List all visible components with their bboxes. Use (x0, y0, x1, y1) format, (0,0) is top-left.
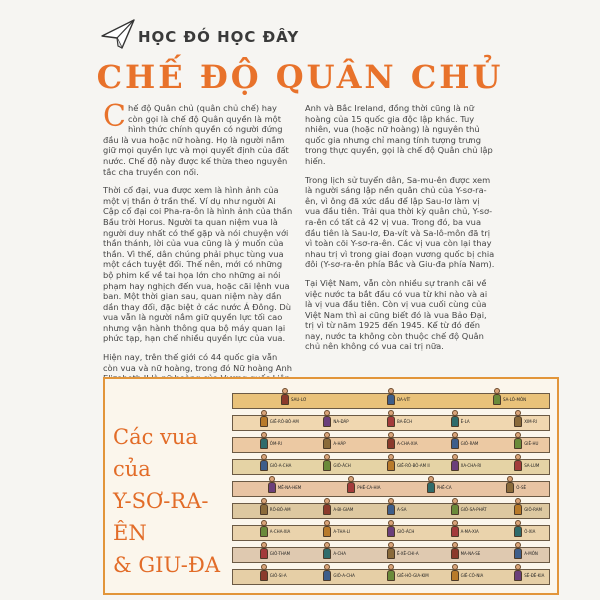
kings-timeline-illustration (232, 389, 550, 589)
king-figure (513, 454, 523, 472)
king-figure (492, 388, 502, 406)
king-name-label: MA-NA-SE (460, 551, 481, 556)
king-figure (259, 410, 269, 428)
page-title: CHẾ ĐỘ QUÂN CHỦ (96, 58, 504, 96)
panel-title-line: & GIU-ĐA (113, 553, 220, 577)
kings-illustration-panel (103, 377, 559, 595)
panel-title-line: Các vua của (113, 425, 198, 481)
king-figure (322, 498, 332, 516)
king-name-label: GIÔ-RAM (524, 507, 542, 512)
king-figure (267, 476, 277, 494)
king-figure (513, 410, 523, 428)
article-right-column (305, 103, 495, 360)
king-figure (259, 542, 269, 560)
king-name-label: GIÔ-ÁCH (397, 529, 415, 534)
king-figure (505, 476, 515, 494)
king-name-label: GIÔ-SI-A (269, 573, 287, 578)
king-name-label: RÔ-BÔ-AM (269, 507, 291, 512)
king-figure (259, 564, 269, 582)
paragraph: Hiện nay, trên thế giới có 44 quốc gia vẫn còn vua và nữ hoàng, trong đó Nữ hoàng Anh (103, 352, 293, 373)
king-figure (322, 432, 332, 450)
king-name-label: GIÔ-RAM (460, 441, 479, 446)
king-name-label: XA-CHA-RI (460, 463, 482, 468)
king-name-label: GIÔ-ÁCH (333, 463, 351, 468)
paragraph: Trong lịch sử tuyển dân, Sa-mu-ên được xem là người sáng lập nền quân chủ của Y-sơ-ra-ên, vì ông đã xức dầu để lập Sau-lơ làm vị vua đầu tiên. Trải qua thời kỳ quân chủ, Y-sơ-ra-ên có tất cả 42 vị vua. Trong đó, ba vua đầu tiên là Sau-lơ, Đa-vít và Sa-lô-môn đã trị vì toàn cõi Y-sơ-ra-ên. Các vị vua còn lại thay nhau trị vì trong giai đoạn vương quốc bị chia đôi (Y-sơ-ra-ên phía Bắc và Giu-đa phía Nam). (305, 174, 495, 270)
king-figure (386, 410, 396, 428)
king-figure (450, 542, 460, 560)
king-figure (346, 476, 356, 494)
king-figure (513, 542, 523, 560)
king-name-label: MÊ-NA-HEM (277, 485, 302, 490)
king-name-label: SAU-LƠ (291, 397, 307, 402)
paragraph (103, 99, 293, 177)
paragraph: Tại Việt Nam, vẫn còn nhiều sự tranh cãi về việc nước ta bắt đầu có vua từ khi nào và ai là vị vua đầu tiên. Còn vị vua cuối cùng của Việt Nam thì ai cũng biết đó là vua Bảo Đại, trị vì từ năm 1925 đến 1945. Kể từ đó đến nay, nước ta không còn thuộc chế độ Quân chủ nên không có vua cai trị nữa. (305, 277, 488, 352)
king-name-label: SÊ-ĐÊ-KIA (524, 573, 545, 578)
king-name-label: GIÔ-THAM (269, 551, 291, 556)
king-figure (322, 520, 332, 538)
king-name-label: A-CHA-XIA (397, 441, 418, 446)
king-figure (322, 410, 332, 428)
king-name-label: A-SA (397, 507, 407, 512)
king-name-label: A-CHA-XIA (269, 529, 291, 534)
king-name-label: A-MÔN (524, 551, 538, 556)
king-figure (280, 388, 290, 406)
king-figure (513, 498, 523, 516)
king-name-label: XIM-RI (524, 419, 537, 424)
king-figure (450, 454, 460, 472)
king-figure (450, 498, 460, 516)
king-figure (450, 432, 460, 450)
king-name-label: GIÊ-RÔ-BÔ-AM (269, 419, 299, 424)
king-name-label: GIÊ-RÔ-BÔ-AM II (397, 463, 430, 468)
king-name-label: Ô-SÊ (516, 485, 527, 490)
section-header (100, 14, 520, 62)
king-figure (450, 564, 460, 582)
king-name-label: GIÔ-A-CHA (333, 573, 355, 578)
king-figure (386, 454, 396, 472)
king-name-label: ĐA-VÍT (397, 397, 411, 402)
king-name-label: A-THA-LI (333, 529, 351, 534)
king-figure (513, 520, 523, 538)
king-figure (322, 542, 332, 560)
king-name-label: PHÊ-CA (436, 485, 452, 490)
king-name-label: A-BI-GIAM (333, 507, 354, 512)
king-name-label: Ô-XIA (524, 529, 536, 534)
king-figure (513, 432, 523, 450)
king-figure (259, 432, 269, 450)
king-figure (426, 476, 436, 494)
paragraph-text: hế độ Quân chủ (quân chủ chế) hay còn gọi là chế độ Quân quyền là một hình thức chính quyền có người đứng đầu là vua hoặc nữ hoàng. Họ là người nắm giữ mọi quyền lực và mọi quyết định của đất nước. Chế độ này được kế thừa theo nguyên tắc cha truyền con nối. (103, 103, 289, 177)
king-name-label: SA-LÔ-MÔN (503, 397, 527, 402)
king-figure (386, 388, 396, 406)
king-figure (450, 410, 460, 428)
king-figure (386, 542, 396, 560)
paragraph: Anh và Bắc Ireland, đồng thời cũng là nữ hoàng của 15 quốc gia độc lập khác. Tuy nhiên, vua (hoặc nữ hoàng) là nguyên thủ quốc gia nhưng chỉ mang tính tượng trưng trong thực quyền, gọi là chế độ Quân chủ lập hiến. (305, 103, 493, 166)
king-figure (386, 498, 396, 516)
king-name-label: NA-ĐÁP (333, 419, 349, 424)
king-figure (322, 454, 332, 472)
king-figure (513, 564, 523, 582)
king-name-label: A-MA-XIA (460, 529, 479, 534)
king-figure (386, 432, 396, 450)
king-figure (259, 454, 269, 472)
article-left-column (103, 99, 293, 402)
king-figure (322, 564, 332, 582)
king-name-label: PHÊ-CA-HIA (357, 485, 381, 490)
king-name-label: GIÊ-HU (524, 441, 539, 446)
king-name-label: ÔM-RI (269, 441, 282, 446)
king-name-label: GIÔ-SA-PHÁT (460, 507, 487, 512)
king-figure (259, 498, 269, 516)
drop-cap: C (103, 99, 126, 134)
king-name-label: Ê-LA (460, 419, 470, 424)
king-name-label: A-HÁP (333, 441, 346, 446)
king-name-label: A-CHA (333, 551, 347, 556)
king-name-label: BA-ÊCH (397, 419, 413, 424)
paragraph: Thời cổ đại, vua được xem là hình ảnh của một vị thần ở trần thế. Ví dụ như người Ai Cập cổ đại coi Pha-ra-ôn là hình ảnh của thần Bầu trời Horus. Người ta quan niệm vua là người duy nhất có thể gặp và nói chuyện với thần thánh, lời của vua cũng là ý muốn của thần. Vì thế, dân chúng phải phục tùng vua một cách tuyệt đối. Thế nên, mới có những bộ phim kể về tai họa lớn cho những ai nói phạm hay nghịch đến vua, hoặc cãi lệnh vua ban. Một thời gian sau, quan niệm này dần dần thay đổi, đặc biệt ở các nước Á Đông. Dù vua vẫn là người nắm giữ quyền lực tối cao nhưng vận hành thông qua bộ máy quan lại phức tạp, hạn chế nhiều quyền lực của vua. (103, 185, 293, 344)
paper-plane-icon (100, 16, 136, 52)
king-figure (450, 520, 460, 538)
king-figure (259, 520, 269, 538)
king-figure (386, 520, 396, 538)
panel-title-line: Y-SƠ-RA-ÊN (113, 489, 209, 545)
king-name-label: SA-LUM (524, 463, 540, 468)
panel-title (113, 421, 228, 581)
section-label: HỌC ĐÓ HỌC ĐÂY (138, 28, 300, 46)
king-name-label: GIÊ-HÔ-GIA-KIM (397, 573, 429, 578)
king-name-label: GIÊ-CÔ-NIA (460, 573, 484, 578)
king-name-label: GIÔ-A-CHA (269, 463, 292, 468)
king-figure (386, 564, 396, 582)
king-name-label: Ê-XÊ-CHI-A (397, 551, 419, 556)
